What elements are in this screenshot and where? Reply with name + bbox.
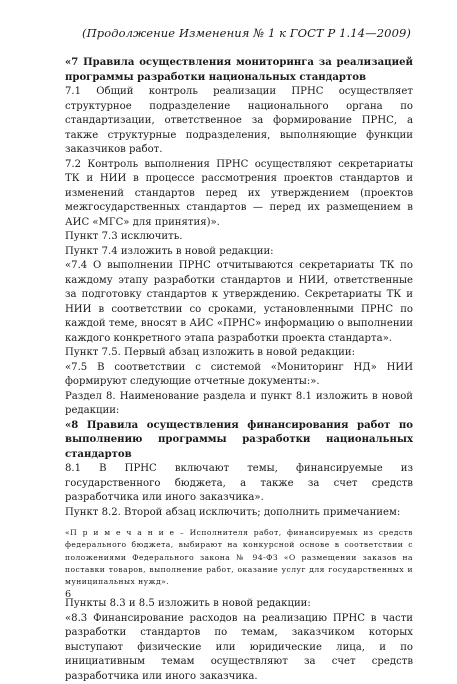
paragraph-7-5-instruction: Пункт 7.5. Первый абзац изложить в новой редакции: (65, 347, 355, 358)
paragraph-7-5: «7.5 В соответствии с системой «Мониторинг НД» НИИ формируют следующие отчетные документы:». (65, 361, 413, 387)
document-body (65, 56, 413, 684)
paragraph-8-2-instruction: Пункт 8.2. Второй абзац исключить; дополнить примечанием: (65, 506, 401, 518)
paragraph-7-4: «7.4 О выполнении ПРНС отчитываются секретариаты ТК по каждому этапу разработки стандартов и НИИ, ответственные за подготовку стандартов к утверждению. Секретариаты ТК и НИИ в соответствии со сроками, установленными ПРНС по каждой теме, вносят в АИС «ПРНС» информацию о выполнении каждого конкретного этапа разработки проекта стандарта». (65, 260, 413, 344)
note-paragraph: «П р и м е ч а н и е – Исполнителя работ, финансируемых из средств федерального бюджета, выбирают на конкурсной основе в соответствии с положениями Федерального закона № 94-ФЗ «О размещении заказов на поставки товаров, выполнение работ, оказание услуг для государственных и муниципальных нужд». (65, 528, 413, 587)
paragraph-8-3: «8.3 Финансирование расходов на реализацию ПРНС в части разработки стандартов по темам, заказчиком которых выступают физические или юридические лица, и по инициативным темам осуществляют за счет средств разработчика или иного заказчика. (65, 612, 413, 682)
paragraph-7-3-delete: Пункт 7.3 исключить. (65, 231, 183, 242)
paragraph-7-2: 7.2 Контроль выполнения ПРНС осуществляют секретариаты ТК и НИИ в процессе рассмотрения проектов стандартов и изменений стандартов перед их утверждением (проектов межгосударственных стандартов — перед их размещением в АИС «МГС» для принятия)». (65, 158, 413, 228)
section-8-instruction: Раздел 8. Наименование раздела и пункт 8.1 изложить в новой редакции: (65, 390, 413, 416)
running-header: (Продолжение Изменения № 1 к ГОСТ Р 1.14—2009) (82, 26, 411, 40)
paragraph-8-3-8-5-instruction: Пункты 8.3 и 8.5 изложить в новой редакции: (65, 598, 311, 610)
page-number: 6 (65, 589, 72, 600)
section-8-heading: «8 Правила осуществления финансирования работ по выполнению программы разработки национальных стандартов (65, 419, 413, 460)
paragraph-8-1: 8.1 В ПРНС включают темы, финансируемые из государственного бюджета, а также за счет средств разработчика или иного заказчика». (65, 463, 413, 503)
section-7-heading: «7 Правила осуществления мониторинга за реализацией программы разработки национальных стандартов (65, 57, 413, 83)
paragraph-7-1: 7.1 Общий контроль реализации ПРНС осуществляет структурное подразделение национального органа по стандартизации, ответственное за формирование ПРНС, а также структурные подразделения, выполняющие функции заказчиков работ. (65, 86, 413, 155)
paragraph-7-4-instruction: Пункт 7.4 изложить в новой редакции: (65, 245, 274, 257)
